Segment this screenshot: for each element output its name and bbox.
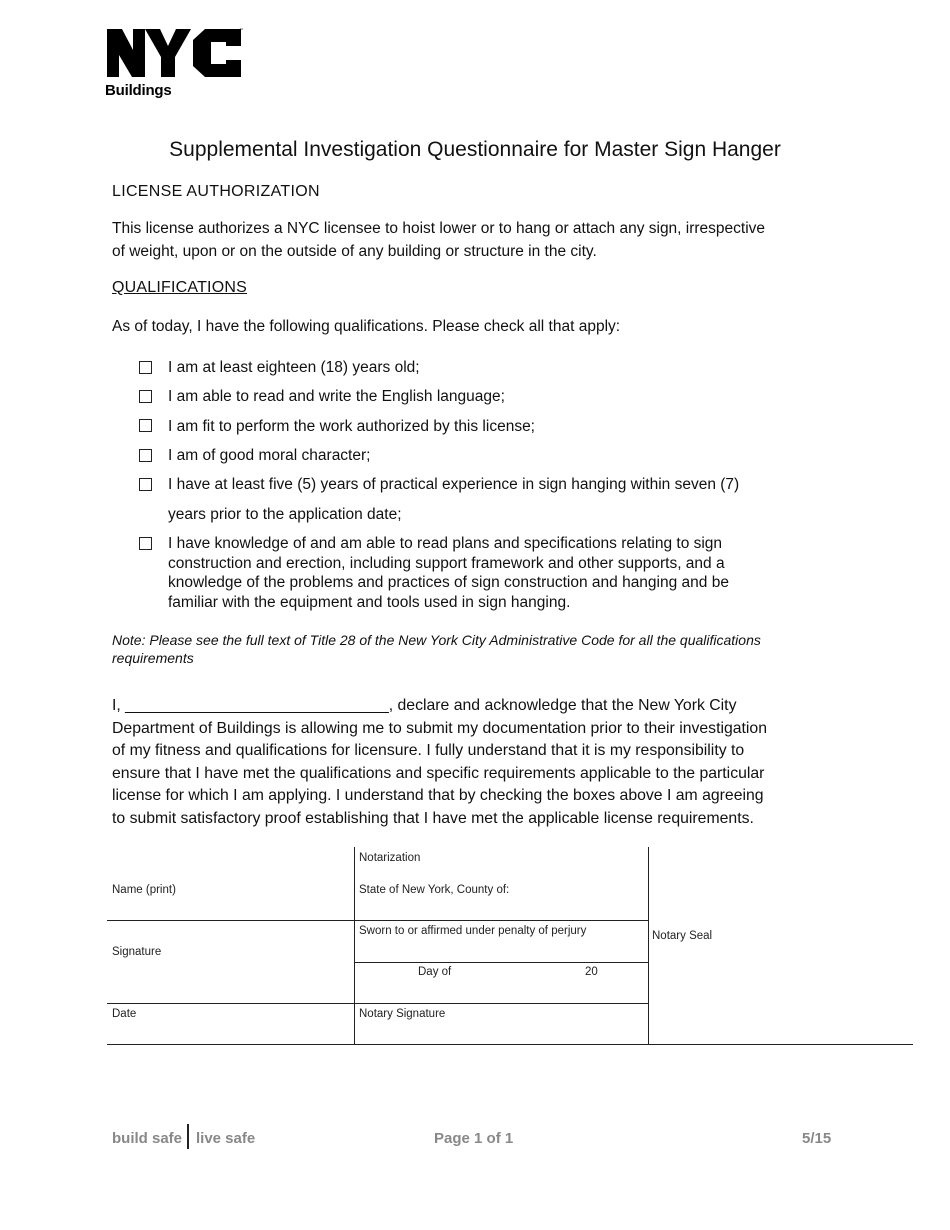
checkbox-english[interactable] (139, 390, 152, 403)
license-heading: LICENSE AUTHORIZATION (112, 183, 320, 200)
license-text: This license authorizes a NYC licensee to hoist lower or to hang or attach any sign, irrespective of weight, upon or on the outside of any building or structure in the city. (112, 220, 766, 260)
notary-seal-area: Notary Seal (652, 930, 713, 942)
table-divider (648, 847, 649, 1044)
checkbox-knowledge[interactable] (139, 537, 152, 550)
footer-separator (187, 1124, 189, 1149)
qualifications-note: Note: Please see the full text of Title 28 of the New York City Administrative Code for all the qualifications requirements (112, 632, 761, 666)
page-title: Supplemental Investigation Questionnaire for Master Sign Hanger (169, 138, 781, 161)
qualification-item: I am of good moral character; (168, 447, 371, 464)
nyc-logo (105, 26, 243, 80)
footer-live-safe: live safe (196, 1130, 256, 1147)
qualification-item: I am able to read and write the English language; (168, 388, 505, 405)
qualifications-heading: QUALIFICATIONS (112, 279, 247, 296)
table-divider (107, 1044, 913, 1045)
footer-version: 5/15 (802, 1130, 832, 1147)
qualification-item: I have at least five (5) years of practical experience in sign hanging within seven (7) years prior to the application date; (168, 476, 740, 523)
checkbox-age[interactable] (139, 361, 152, 374)
sworn-label: Sworn to or affirmed under penalty of perjury (359, 925, 587, 937)
notarization-label: Notarization (359, 852, 421, 864)
svg-text:™: ™ (239, 28, 244, 34)
qualification-item: I am at least eighteen (18) years old; (168, 359, 420, 376)
declaration-text: I, ______________________________, declare and acknowledge that the New York City Department of Buildings is allowing me to submit my documentation prior to their investigation of my fitness and qualifications for licensure. I fully understand that it is my responsibility to ensure that I have met the qualifications and specific requirements applicable to the particular license for which I am applying. I understand that by checking the boxes above I am agreeing to submit satisfactory proof establishing that I have met the applicable license requirements. (112, 697, 768, 827)
day-of-field[interactable]: Day of (418, 966, 452, 978)
signature-field[interactable]: Signature (112, 946, 162, 958)
qualifications-intro: As of today, I have the following qualifications. Please check all that apply: (112, 318, 621, 335)
notary-signature-field[interactable]: Notary Signature (359, 1008, 446, 1020)
table-divider (107, 920, 649, 921)
checkbox-moral-character[interactable] (139, 449, 152, 462)
logo-subtitle: Buildings (105, 82, 172, 99)
county-field[interactable]: State of New York, County of: (359, 884, 510, 896)
table-divider (354, 847, 355, 1044)
year-field[interactable]: 20 (585, 966, 598, 978)
footer-page-number: Page 1 of 1 (434, 1130, 514, 1147)
date-field[interactable]: Date (112, 1008, 137, 1020)
qualification-item: I am fit to perform the work authorized by this license; (168, 418, 535, 435)
name-print-field[interactable]: Name (print) (112, 884, 176, 896)
checkbox-fit[interactable] (139, 419, 152, 432)
qualification-item: I have knowledge of and am able to read plans and specifications relating to sign construction and erection, including support framework and other supports, and a knowledge of the problems and practices of sign construction and hanging and be familiar with the equipment and tools used in sign hanging. (168, 535, 729, 611)
footer-build-safe: build safe (112, 1130, 183, 1147)
table-divider (107, 1003, 649, 1004)
checkbox-experience[interactable] (139, 478, 152, 491)
table-divider (354, 962, 649, 963)
